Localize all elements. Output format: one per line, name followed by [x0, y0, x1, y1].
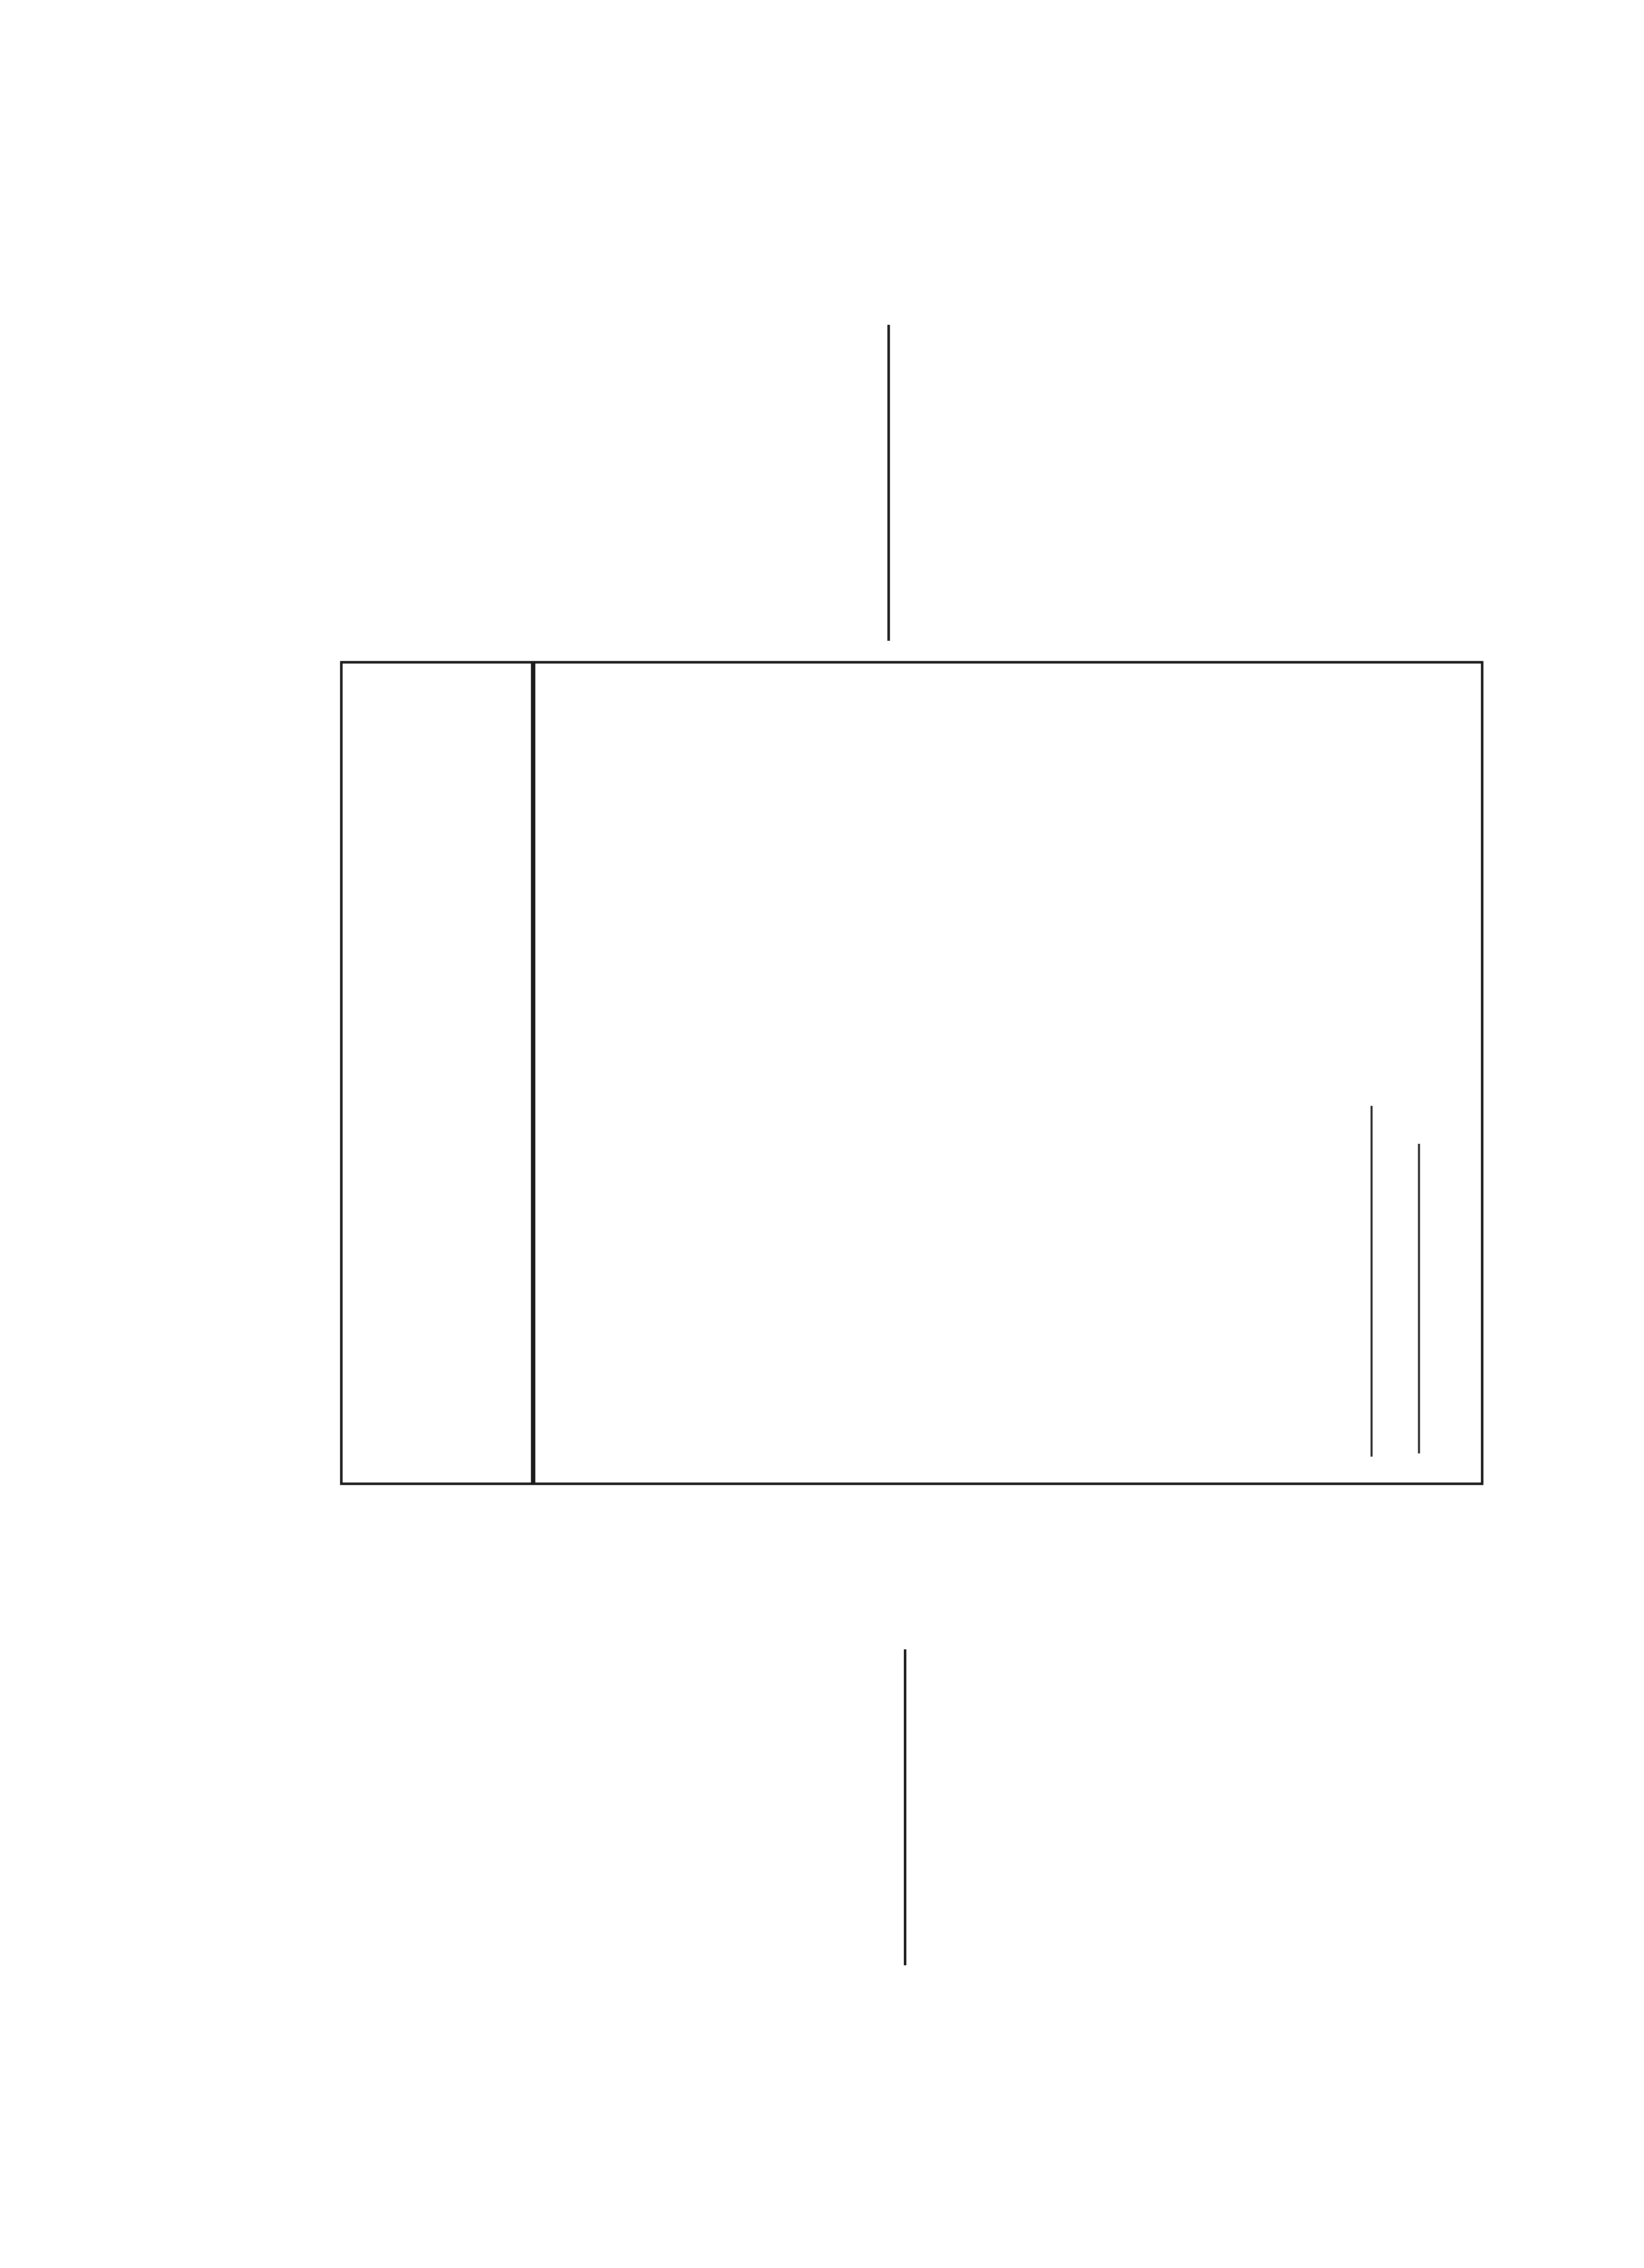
startup-schedule-chart [240, 651, 1542, 1536]
chart-frame-right [532, 662, 1482, 1484]
column-divider-bottom [904, 1649, 906, 1965]
chart-frame-left [341, 662, 534, 1484]
column-divider-top [887, 325, 890, 641]
